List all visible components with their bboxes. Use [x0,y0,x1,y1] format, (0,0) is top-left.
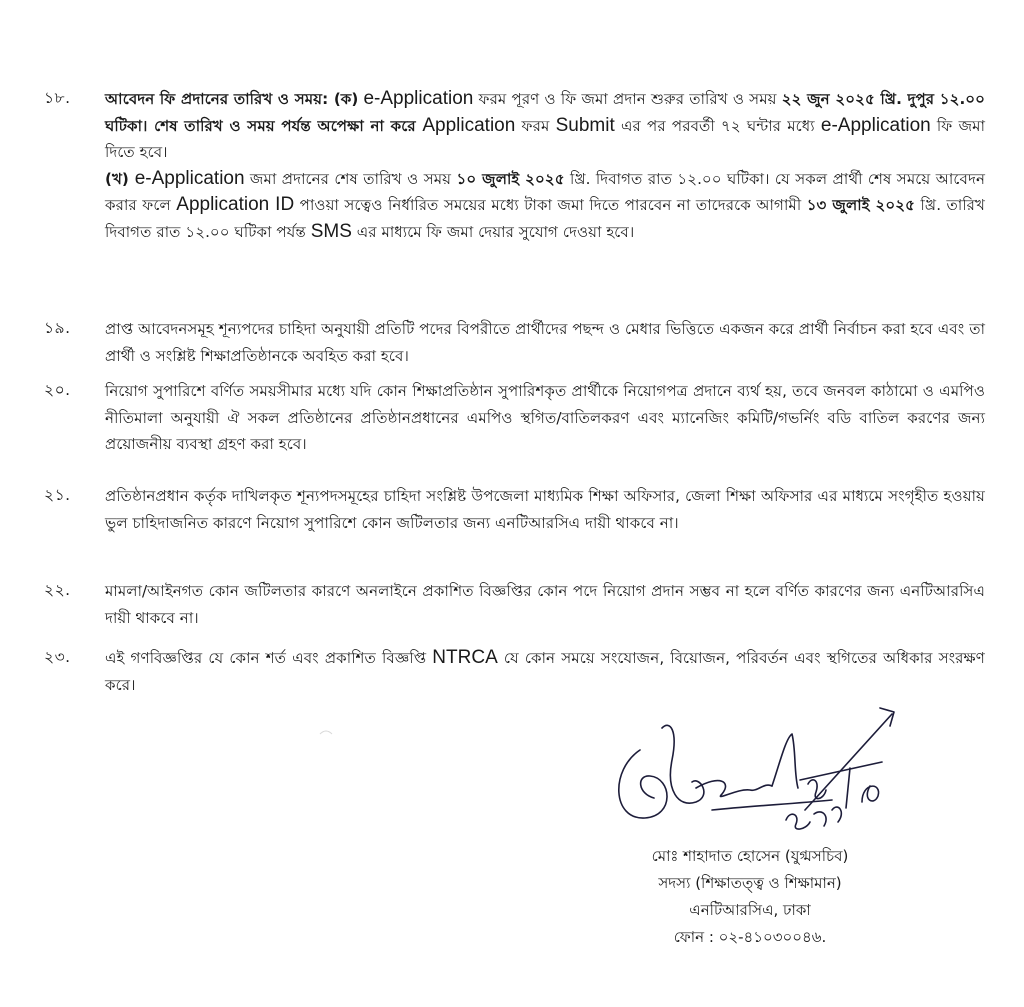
handwritten-signature [600,690,900,850]
clause-number: ২০. [44,381,71,399]
inline-term: Application ID [176,194,295,216]
bold-text: ১৩ জুলাই ২০২৫ [806,196,916,215]
inline-term: NTRCA [432,647,498,668]
bold-text: ২২ জুন ২০২৫ খ্রি. দুপুর ১২.০০ ঘটিকা। শেষ তারিখ ও সময় পর্যন্ত অপেক্ষা না করে [105,90,985,135]
text-run: ফরম পূরণ ও ফি জমা প্রদান শুরুর তারিখ ও সময় [473,90,782,108]
text-run: পাওয়া সত্বেও নির্ধারিত সময়ের মধ্যে টাকা জমা দিতে পারবেন না তাদেরকে আগামী [294,196,807,215]
clause-number: ২২. [44,581,71,599]
clause-body: নিয়োগ সুপারিশে বর্ণিত সময়সীমার মধ্যে যদি কোন শিক্ষাপ্রতিষ্ঠান সুপারিশকৃত প্রার্থীকে নিয়োগপত্র প্রদানে ব্যর্থ হয়, তবে জনবল কাঠামো ও এমপিও নীতিমালা অনুযায়ী ঐ সকল প্রতিষ্ঠানের প্রতিষ্ঠানপ্রধানের এমপিও স্থগিত/বাতিলকরণ এবং ম্যানেজিং কমিটি/গভর্নিং বডি বাতিল করণের জন্য প্রয়োজনীয় ব্যবস্থা গ্রহণ করা হবে। [105,382,985,454]
ink-smudge [300,722,360,742]
text-run: এর পর পরবর্তী ৭২ ঘন্টার মধ্যে [614,116,821,135]
signatory-phone: ফোন : ০২-৪১০৩০০৪৬. [673,928,827,946]
text-run: খ্রি. তারিখ দিবাগত রাত ১২.০০ ঘটিকা পর্যন্ত [105,196,985,241]
inline-term: e-Application [128,167,245,189]
text-run: জমা প্রদানের শেষ তারিখ ও সময় [244,169,457,188]
text-run: ফি জমা দিতে হবে। [105,116,986,162]
clause-18-part-b [105,166,985,246]
clause-number: ১৯. [44,319,71,337]
clause-18-part-a [105,86,985,166]
text-run: এর মাধ্যমে ফি জমা দেয়ার সুযোগ দেওয়া হবে। [351,222,635,241]
clause-body [105,86,985,246]
inline-term: SMS [310,220,352,242]
clause-body: মামলা/আইনগত কোন জটিলতার কারণে অনলাইনে প্রকাশিত বিজ্ঞপ্তির কোন পদে নিয়োগ প্রদান সম্ভব না হলে বর্ণিত কারণের জন্য এনটিআরসিএ দায়ী থাকবে না। [105,582,985,627]
text-run: এই গণবিজ্ঞপ্তির যে কোন শর্ত এবং প্রকাশিত বিজ্ঞপ্তি [105,649,433,667]
signatory-block [600,843,900,951]
inline-term: Submit [555,114,615,136]
inline-term: e-Application [820,114,931,136]
text-run: যে কোন সময়ে সংযোজন, বিয়োজন, পরিবর্তন এবং স্থগিতের অধিকার সংরক্ষণ করে। [105,649,985,694]
clause-body: প্রতিষ্ঠানপ্রধান কর্তৃক দাখিলকৃত শূন্যপদসমূহের চাহিদা সংশ্লিষ্ট উপজেলা মাধ্যমিক শিক্ষা অফিসার, জেলা শিক্ষা অফিসার এর মাধ্যমে সংগৃহীত হওয়ায় ভুল চাহিদাজনিত কারণে নিয়োগ সুপারিশে কোন জটিলতার জন্য এনটিআরসিএ দায়ী থাকবে না। [105,487,985,532]
signatory-name: মোঃ শাহাদাত হোসেন (যুগ্মসচিব) [651,847,849,865]
clause-heading: আবেদন ফি প্রদানের তারিখ ও সময়: (ক) [105,90,359,108]
inline-term: e-Application [363,88,474,109]
text-run: খ্রি. দিবাগত রাত ১২.০০ ঘটিকা। যে সকল প্রার্থী শেষ সময়ে আবেদন করার ফলে [105,169,986,215]
signatory-office: এনটিআরসিএ, ঢাকা [689,901,811,919]
bold-text: ১০ জুলাই ২০২৫ [456,169,565,188]
clause-number: ২৩. [44,648,71,666]
clause-number: ২১. [44,486,71,504]
clause-body: প্রাপ্ত আবেদনসমূহ শূন্যপদের চাহিদা অনুযায়ী প্রতিটি পদের বিপরীতে প্রার্থীদের পছন্দ ও মেধার ভিত্তিতে একজন করে প্রার্থী নির্বাচন করা হবে এবং তা প্রার্থী ও সংশ্লিষ্ট শিক্ষাপ্রতিষ্ঠানকে অবহিত করা হবে। [105,320,985,365]
signatory-designation: সদস্য (শিক্ষাতত্ত্ব ও শিক্ষামান) [658,874,842,892]
text-run: ফরম [515,116,556,135]
inline-term: Application [415,114,516,136]
clause-number: ১৮. [44,89,71,107]
sub-clause-label: (খ) [105,169,129,188]
